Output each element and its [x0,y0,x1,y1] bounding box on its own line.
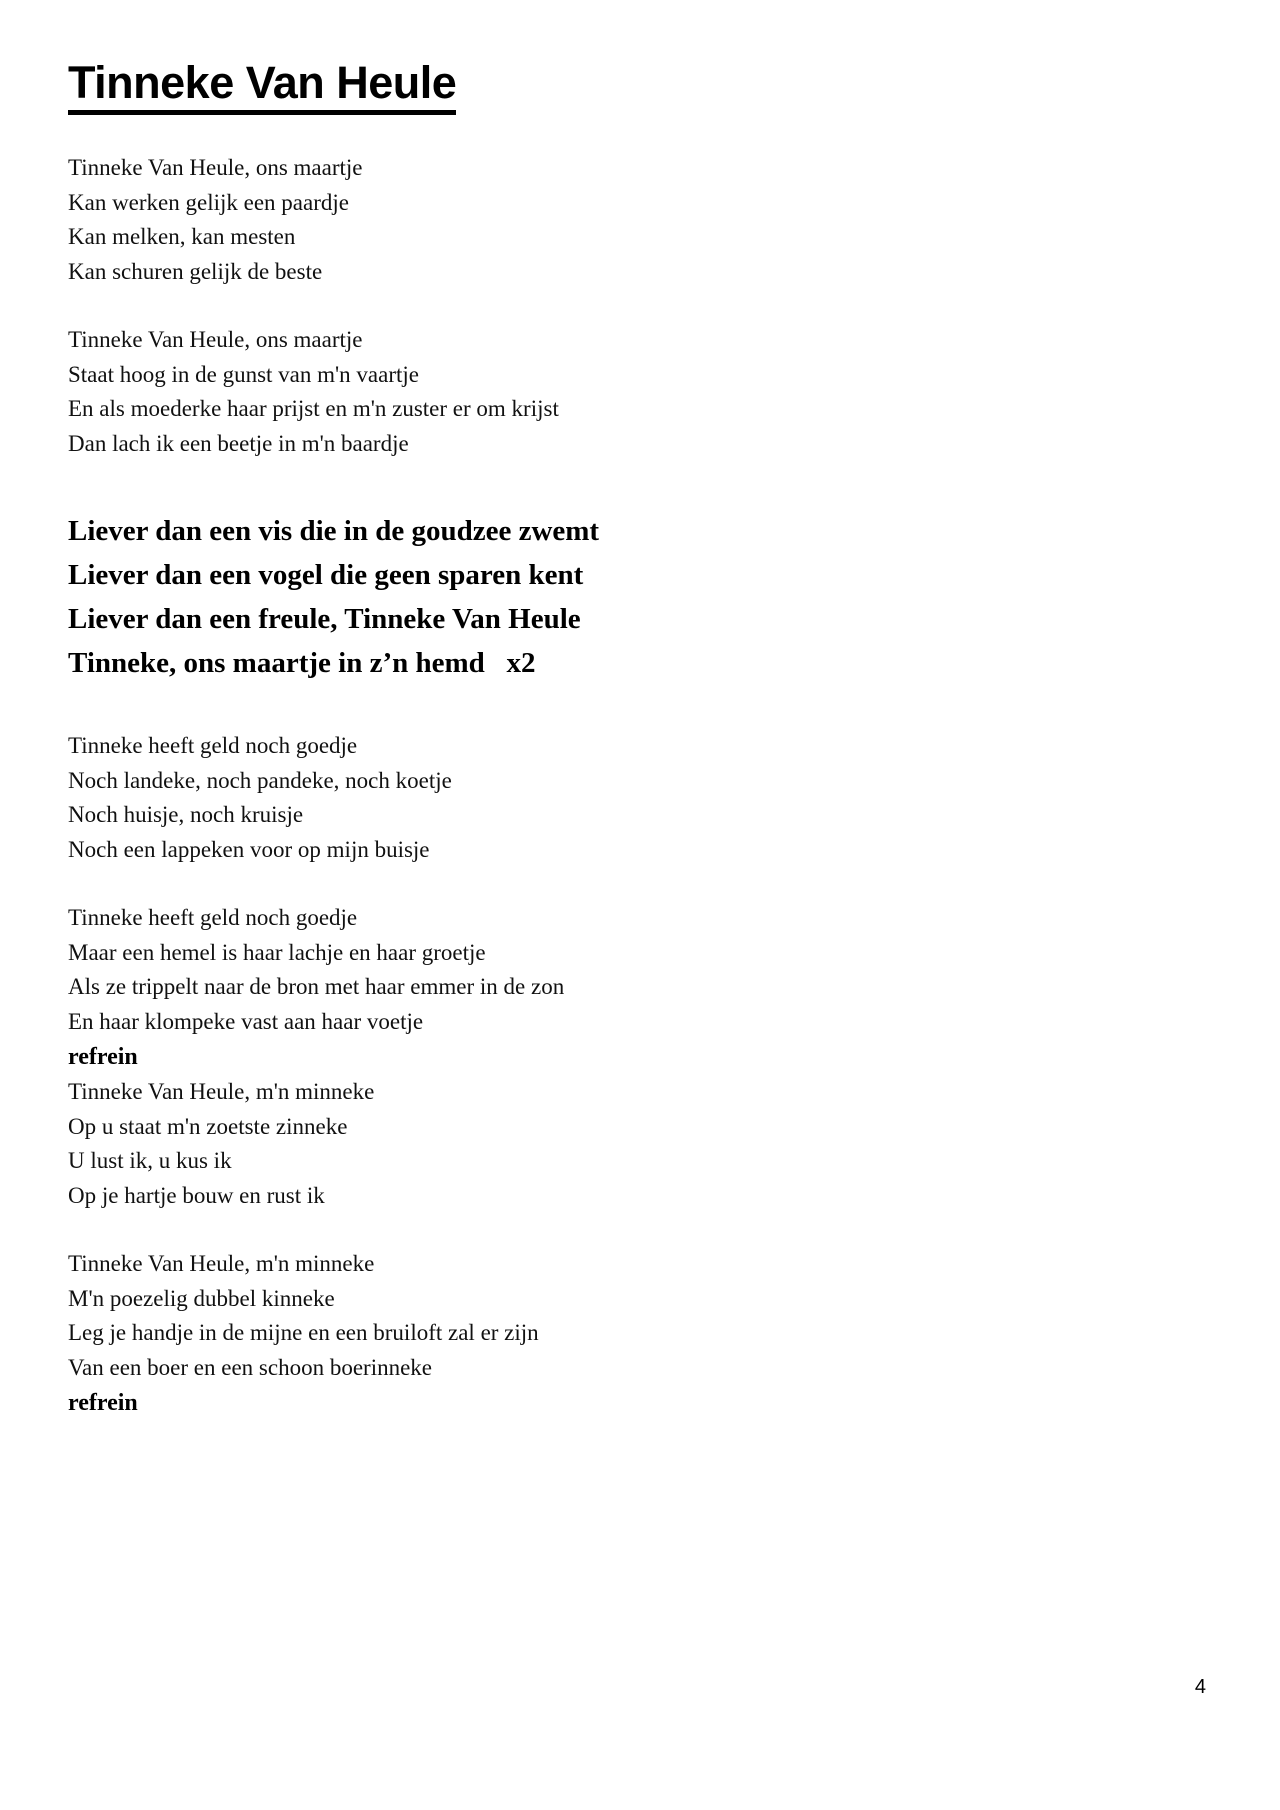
verse-5 [68,1075,1205,1213]
song-title: Tinneke Van Heule [68,58,456,115]
refrain-label: refrein [68,1044,138,1071]
chorus-line: Liever dan een freule, Tinneke Van Heule [68,603,581,636]
verse-1 [68,151,1205,289]
chorus-line: Tinneke, ons maartje in z’n hemd x2 [68,647,536,680]
page-number: 4 [1194,1676,1206,1698]
lyric-line: Tinneke Van Heule, ons maartje [68,155,363,181]
chorus [68,509,1205,685]
lyric-line: Kan melken, kan mesten [68,224,296,250]
verse-3 [68,729,1205,867]
lyric-line: Leg je handje in de mijne en een bruiloft zal er zijn [68,1320,539,1346]
lyric-line: Tinneke Van Heule, m'n minneke [68,1079,375,1105]
lyric-line: Op je hartje bouw en rust ik [68,1182,325,1208]
lyric-line: Tinneke Van Heule, m'n minneke [68,1251,375,1277]
lyric-line: Tinneke heeft geld noch goedje [68,905,358,931]
lyric-line: Dan lach ik een beetje in m'n baardje [68,430,409,456]
lyric-line: Kan schuren gelijk de beste [68,258,323,284]
lyric-line: Maar een hemel is haar lachje en haar groetje [68,939,486,965]
lyric-line: M'n poezelig dubbel kinneke [68,1285,335,1311]
lyric-line: Tinneke Van Heule, ons maartje [68,327,363,353]
lyric-line: Op u staat m'n zoetste zinneke [68,1113,348,1139]
verse-2 [68,323,1205,461]
lyric-line: Kan werken gelijk een paardje [68,189,349,215]
lyric-line: U lust ik, u kus ik [68,1148,232,1174]
refrain-label: refrein [68,1390,138,1417]
lyric-line: Noch huisje, noch kruisje [68,802,304,828]
chorus-line: Liever dan een vis die in de goudzee zwemt [68,515,600,548]
lyric-line: Noch landeke, noch pandeke, noch koetje [68,767,452,793]
lyric-line: En haar klompeke vast aan haar voetje [68,1008,424,1034]
verse-6 [68,1247,1205,1385]
lyric-line: Staat hoog in de gunst van m'n vaartje [68,361,419,387]
lyric-line: Van een boer en een schoon boerinneke [68,1354,433,1380]
chorus-line: Liever dan een vogel die geen sparen kent [68,559,584,592]
lyric-line: Als ze trippelt naar de bron met haar emmer in de zon [68,974,565,1000]
lyric-line: Noch een lappeken voor op mijn buisje [68,836,430,862]
verse-4 [68,901,1205,1039]
lyric-line: Tinneke heeft geld noch goedje [68,733,358,759]
lyric-line: En als moederke haar prijst en m'n zuster er om krijst [68,396,559,422]
